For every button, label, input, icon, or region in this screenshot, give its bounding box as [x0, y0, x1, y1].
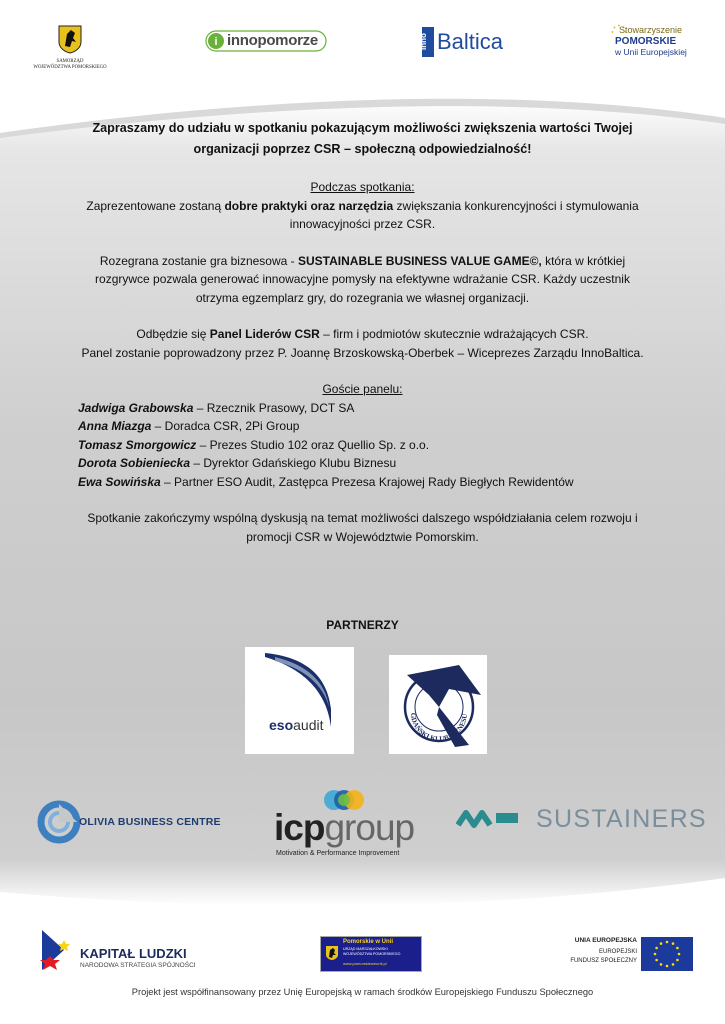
guest-item: Anna Miazga – Doradca CSR, 2Pi Group: [78, 419, 300, 433]
olivia-business-centre-logo: [37, 800, 227, 844]
guests-list: [60, 399, 665, 492]
sustainers-wave-icon: [456, 803, 520, 835]
meeting-paragraph-3-cont: Panel zostanie poprowadzony przez P. Joannę Brzoskowską-Oberbek – Wiceprezes Zarządu InnoBaltica.: [81, 345, 644, 360]
sustainers-logo: [456, 803, 708, 835]
eu-flag-icon: [641, 937, 693, 971]
samorzad-logo: [30, 24, 110, 74]
eso-text: esoaudit: [269, 717, 324, 733]
icp-group-logo: [272, 786, 422, 861]
stowarzyszenie-pomorskie-logo: [607, 24, 697, 70]
ue-line-3: FUNDUSZ SPOŁECZNY: [570, 958, 637, 964]
innopomorze-text: innopomorze: [227, 32, 318, 49]
svg-text:i: i: [214, 36, 218, 48]
eso-swoosh-icon: [245, 647, 354, 754]
guests-heading: Goście panelu:: [322, 382, 403, 396]
olivia-text: OLIVIA BUSINESS CENTRE: [79, 816, 221, 828]
guest-item: Tomasz Smorgowicz – Prezes Studio 102 oraz Quellio Sp. z o.o.: [78, 437, 430, 452]
pomorskie-shield-icon: [325, 945, 339, 961]
innobaltica-logo: [418, 27, 512, 57]
pomorskie-w-unii-logo: [320, 936, 422, 972]
innobaltica-baltica: Baltica: [437, 29, 504, 54]
eso-audit-logo: [245, 647, 354, 754]
kapital-ludzki-stars-icon: [36, 926, 76, 976]
kapital-ludzki-title: KAPITAŁ LUDZKI: [80, 946, 187, 961]
partners-title: PARTNERZY: [326, 618, 399, 632]
innobaltica-inno: Inno: [418, 33, 428, 50]
invitation-content: [60, 118, 665, 546]
griffin-coat-of-arms-icon: [57, 24, 83, 54]
meeting-heading: Podczas spotkania:: [310, 180, 415, 194]
sustainers-text: SUSTAINERS: [536, 805, 707, 833]
icp-wordmark: icpgroup: [274, 807, 415, 848]
ue-line-1: UNIA EUROPEJSKA: [574, 937, 637, 944]
pomorskie-url: www.pomorskieweunii.pl: [343, 961, 387, 966]
cofinancing-note: Projekt jest współfinansowany przez Unię Europejską w ramach środków Europejskiego Funduszu Społecznego: [131, 987, 594, 997]
unia-europejska-efs-logo: [563, 935, 693, 975]
stowarzyszenie-line-3: w Unii Europejskiej: [615, 47, 687, 57]
innopomorze-logo: [205, 28, 327, 54]
gdanski-klub-biznesu-logo: [389, 655, 487, 754]
meeting-paragraph-2: Rozegrana zostanie gra biznesowa - SUSTAINABLE BUSINESS VALUE GAME©, która w krótkiej: [99, 253, 626, 268]
olivia-ring-icon: [37, 800, 81, 844]
ue-line-2: EUROPEJSKI: [598, 949, 637, 955]
pomorskie-title: Pomorskie w Unii: [343, 939, 394, 945]
meeting-paragraph-2-end: otrzyma egzemplarz gry, do rozegrania we własnej organizacji.: [195, 290, 530, 305]
pomorskie-sub-1: URZĄD MARSZAŁKOWSKI: [343, 947, 388, 951]
stowarzyszenie-line-2: POMORSKIE: [615, 36, 677, 47]
headline-line-2: organizacji poprzez CSR – społeczną odpowiedzialność!: [193, 142, 532, 156]
bottom-decorative-swoosh: [0, 870, 725, 920]
headline-line-1: Zapraszamy do udziału w spotkaniu pokazującym możliwości zwiększenia wartości Twojej: [92, 121, 633, 135]
pomorskie-sub-2: WOJEWÓDZTWA POMORSKIEGO: [343, 952, 401, 956]
samorzad-line-2: WOJEWÓDZTWA POMORSKIEGO: [33, 65, 107, 70]
closing-line-1: Spotkanie zakończymy wspólną dyskusją na temat możliwości dalszego współdziałania celem rozwoju i: [87, 511, 638, 525]
gkb-seal-icon: [389, 655, 487, 754]
meeting-paragraph-1: Zaprezentowane zostaną dobre praktyki oraz narzędzia zwiększania konkurencyjności i stymulowania: [86, 198, 639, 213]
guest-item: Ewa Sowińska – Partner ESO Audit, Zastępca Prezesa Krajowej Rady Biegłych Rewidentów: [78, 474, 574, 489]
samorzad-line-1: SAMORZĄD: [56, 59, 84, 64]
closing-line-2: promocji CSR w Województwie Pomorskim.: [246, 529, 479, 544]
icp-tagline: Motivation & Performance Improvement: [276, 850, 400, 857]
meeting-paragraph-3: Odbędzie się Panel Liderów CSR – firm i podmiotów skutecznie wdrażających CSR.: [136, 327, 589, 341]
kapital-ludzki-logo: [36, 926, 206, 976]
kapital-ludzki-sub: NARODOWA STRATEGIA SPÓJNOŚCI: [80, 962, 196, 969]
meeting-paragraph-1-cont: innowacyjności przez CSR.: [289, 217, 436, 231]
guest-item: Jadwiga Grabowska – Rzecznik Prasowy, DCT SA: [78, 400, 355, 415]
stowarzyszenie-line-1: Stowarzyszenie: [619, 25, 683, 35]
meeting-paragraph-2-cont: rozgrywce pozwala generować innowacyjne pomysły na efektywne wdrażanie CSR. Każdy uczestnik: [95, 272, 630, 286]
gkb-arc-text: GDAŃSKI KLUB BIZNESU: [408, 712, 470, 744]
guest-item: Dorota Sobieniecka – Dyrektor Gdańskiego Klubu Biznesu: [78, 456, 397, 470]
